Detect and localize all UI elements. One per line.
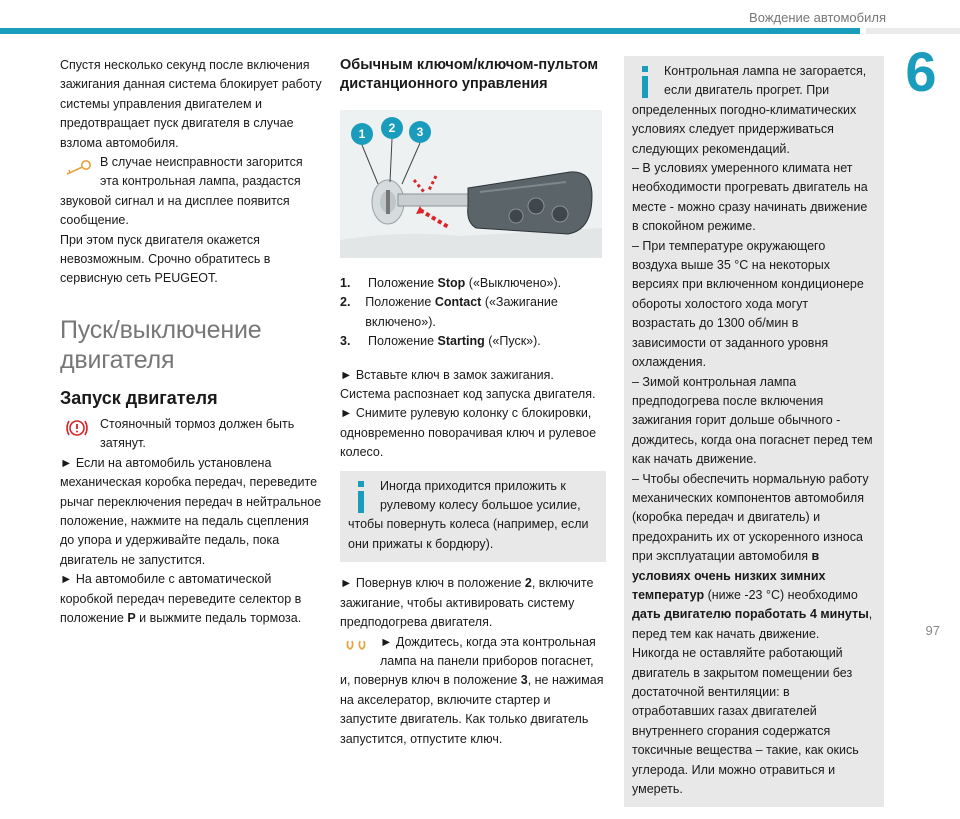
paragraph [60,570,322,628]
callout-1: 1 [358,127,366,141]
column-1 [60,56,322,628]
subsection-title: Обычным ключом/ключом-пультом дистанционного управления [340,57,599,92]
text: Положение [368,276,438,290]
position-list [340,274,606,352]
paragraph: ► Вставьте ключ в замок зажигания. Система распознает код запуска двигателя. [340,367,596,402]
paragraph: При этом пуск двигателя окажется невозможным. Срочно обратитесь в сервисную сеть PEUGEOT. [60,232,271,286]
callout-3: 3 [416,125,424,139]
info-text: Контрольная лампа не загорается, если двигатель прогрет. При определенных погодно-климатических условиях следует придерживаться следующих рекомендаций. [632,64,867,156]
column-3 [624,56,884,819]
list-item [340,293,606,332]
info-icon [636,66,654,98]
text: и выжмите педаль тормоза. [135,610,302,625]
paragraph [340,574,606,632]
text: ► На автомобиле с автоматической коробкой передач переведите селектор в положение [60,572,302,625]
text: , перед тем как начать движение. [632,607,873,641]
text-bold: Contact [434,295,482,310]
info-icon [352,481,370,513]
item-text [368,332,541,351]
list-item [340,274,606,293]
text-bold: P [127,610,136,625]
text: («Пуск»). [484,334,541,349]
chapter-tab [866,28,960,34]
subsection-title: Запуск двигателя [60,387,218,408]
item-number: 3. [340,334,351,349]
text: , не нажимая на акселератор, включите стартер и запустите двигатель. Как только двигатель запустится, отпустите ключ. [340,673,604,746]
info-box [340,471,606,563]
paragraph: ► Если на автомобиль установлена механическая коробка передач, переведите рычаг переключения передач в нейтральное положение, нажмите на педаль сцепления до упора и удерживайте педаль, пока двигатель не запустится. [60,455,322,567]
text-bold: в условиях очень низких зимних температур [632,549,826,602]
column-2 [340,56,606,749]
header-bar [0,28,860,34]
key-warning-icon [64,159,92,181]
paragraph: Спустя несколько секунд после включения зажигания данная система блокирует работу системы управления двигателем и предотвращает пуск двигателя в случае взлома автомобиля. [60,58,322,150]
page-header-title: Вождение автомобиля [749,10,886,25]
paragraph: В случае неисправности загорится эта контрольная лампа, раздастся звуковой сигнал и на дисплее появится сообщение. [60,155,303,228]
info-text: Никогда не оставляйте работающий двигатель в закрытом помещении без достаточной вентиляции: в отработавших газах двигателей внутреннего сгорания содержатся токсичные вещества – такие, как окись углерода. Или можно отравиться и умереть. [632,646,859,797]
item-text [368,274,561,293]
callout-2: 2 [388,121,396,135]
paragraph [340,633,606,749]
text-bold: дать двигателю поработать 4 минуты [632,607,869,622]
text-bold: Starting [437,334,485,349]
info-text: – В условиях умеренного климата нет необходимости прогревать двигатель на месте - можно сразу начинать движение в спокойном режиме. [632,161,868,234]
info-text: Иногда приходится приложить к рулевому колесу большое усилие, чтобы повернуть колеса (например, если они прижаты к бордюру). [348,478,589,551]
info-text: – Зимой контрольная лампа предподогрева после включения зажигания горит дольше обычного - дождитесь, когда она погаснет перед тем как начать движение. [632,374,873,467]
text: («Выключено»). [465,276,562,290]
text: ► Повернув ключ в положение [340,576,525,591]
text-bold: 3 [520,673,528,688]
info-text [632,470,874,645]
item-text [365,293,606,332]
text: , включите зажигание, чтобы активировать систему предподогрева двигателя. [340,576,594,630]
ignition-key-illustration [340,110,602,258]
chapter-number: 6 [905,40,937,103]
item-number: 2. [340,295,351,310]
text: Положение [368,334,438,349]
paragraph: Стояночный тормоз должен быть затянут. [100,416,295,451]
brake-warning-icon [64,417,92,439]
text: (ниже -23 °C) необходимо [704,587,858,602]
text: Положение [365,295,435,310]
text-bold: 2 [524,576,532,591]
text: ► Дождитесь, когда эта контрольная лампа на панели приборов погаснет, и, повернув ключ в положение [340,634,596,688]
list-item [340,332,606,351]
page-number: 97 [925,623,940,638]
text: («Зажигание включено»). [365,295,558,329]
info-box [624,56,884,807]
section-title: Пуск/выключение двигателя [60,315,262,374]
text-bold: Stop [437,276,466,290]
info-text: – При температуре окружающего воздуха выше 35 °C на некоторых версиях при включенном кондиционере обороты холостого хода могут возрастать до 1300 об/мин в зависимости от заданного уровня охлаждения. [632,238,864,370]
item-number: 1. [340,276,351,290]
paragraph: ► Снимите рулевую колонку с блокировки, одновременно поворачивая ключ и рулевое колесо. [340,406,597,460]
text: – Чтобы обеспечить нормальную работу механических компонентов автомобиля (коробка передач и двигатель) и предохранить их от ускоренного износа при эксплуатации автомобиля [632,471,869,564]
